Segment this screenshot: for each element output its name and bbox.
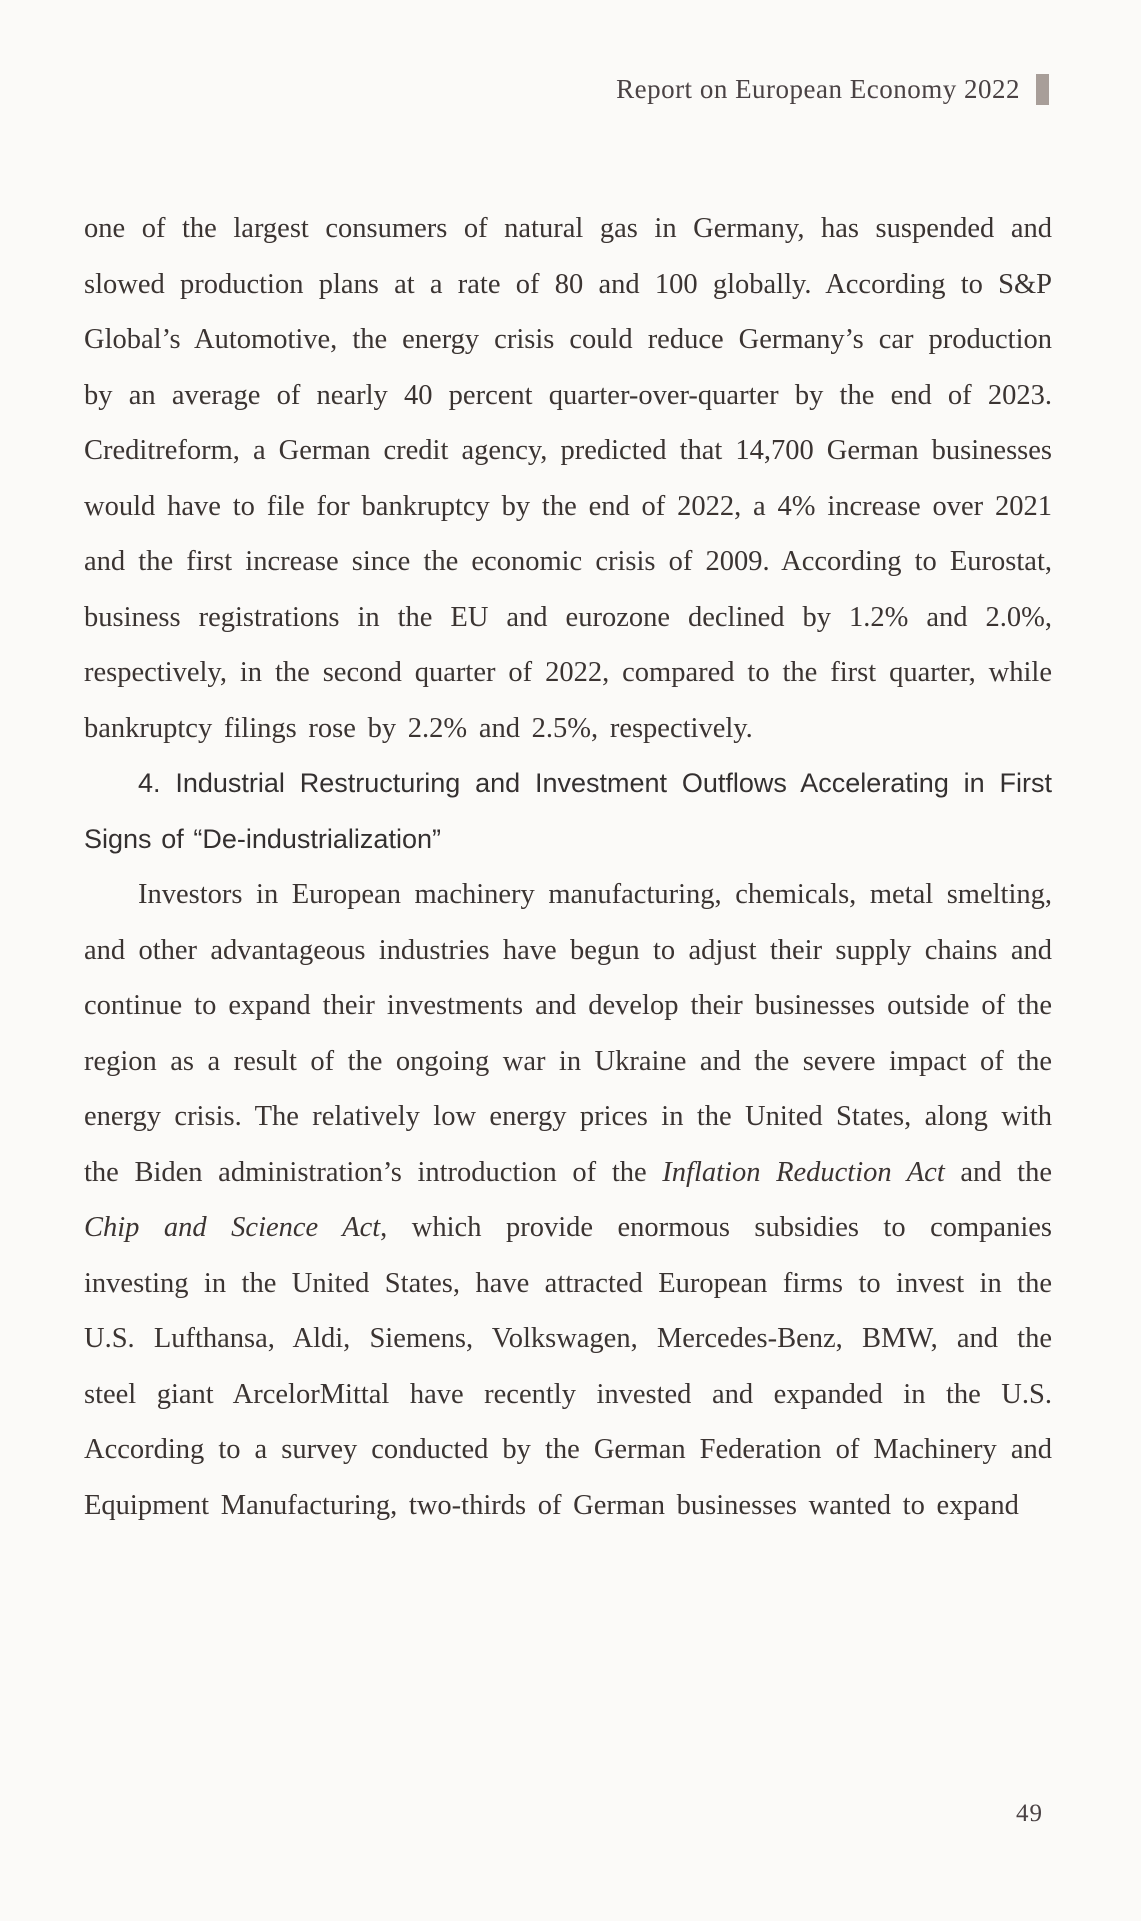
paragraph (84, 201, 1052, 756)
italic-text-run: Chip and Science Act (84, 1212, 381, 1243)
page-number: 49 (1016, 1800, 1043, 1827)
page-body (84, 201, 1052, 1533)
running-header (616, 74, 1049, 105)
text-run: and the (944, 1156, 1053, 1188)
text-run: Investors in European machinery manufacturing, chemicals, metal smelting, and other advantageous industries have begun to adjust their supply chains and continue to expand their investments and develop their businesses outside of the region as a result of the ongoing war in Ukraine and the severe impact of the energy crisis. The relatively low energy prices in the United States, along with the Biden administration’s introduction of the (84, 879, 1052, 1188)
page-footer (1016, 1800, 1043, 1828)
header-accent-bar (1036, 74, 1049, 105)
paragraph (84, 867, 1052, 1533)
section-heading (84, 756, 1052, 867)
text-run: one of the largest consumers of natural gas in Germany, has suspended and slowed production plans at a rate of 80 and 100 globally. According to S&P Global’s Automotive, the energy crisis could reduce Germany’s car production by an average of nearly 40 percent quarter-over-quarter by the end of 2023. Creditreform, a German credit agency, predicted that 14,700 German businesses would have to file for bankruptcy by the end of 2022, a 4% increase over 2021 and the first increase since the economic crisis of 2009. According to Eurostat, business registrations in the EU and eurozone declined by 1.2% and 2.0%, respectively, in the second quarter of 2022, compared to the first quarter, while bankruptcy filings rose by 2.2% and 2.5%, respectively. (84, 213, 1052, 744)
italic-text-run: Inflation Reduction Act (662, 1156, 945, 1188)
running-header-title: Report on European Economy 2022 (616, 74, 1020, 104)
text-run: , which provide enormous subsidies to companies investing in the United States, have attracted European firms to invest in the U.S. Lufthansa, Aldi, Siemens, Volkswagen, Mercedes-Benz, BMW, and the steel giant ArcelorMittal have recently invested and expanded in the U.S. According to a survey conducted by the German Federation of Machinery and Equipment Manufacturing, two-thirds of German businesses wanted to expand (84, 1212, 1052, 1521)
text-run: 4. Industrial Restructuring and Investment Outflows Accelerating in First Signs of “De-industrialization” (84, 768, 1052, 854)
